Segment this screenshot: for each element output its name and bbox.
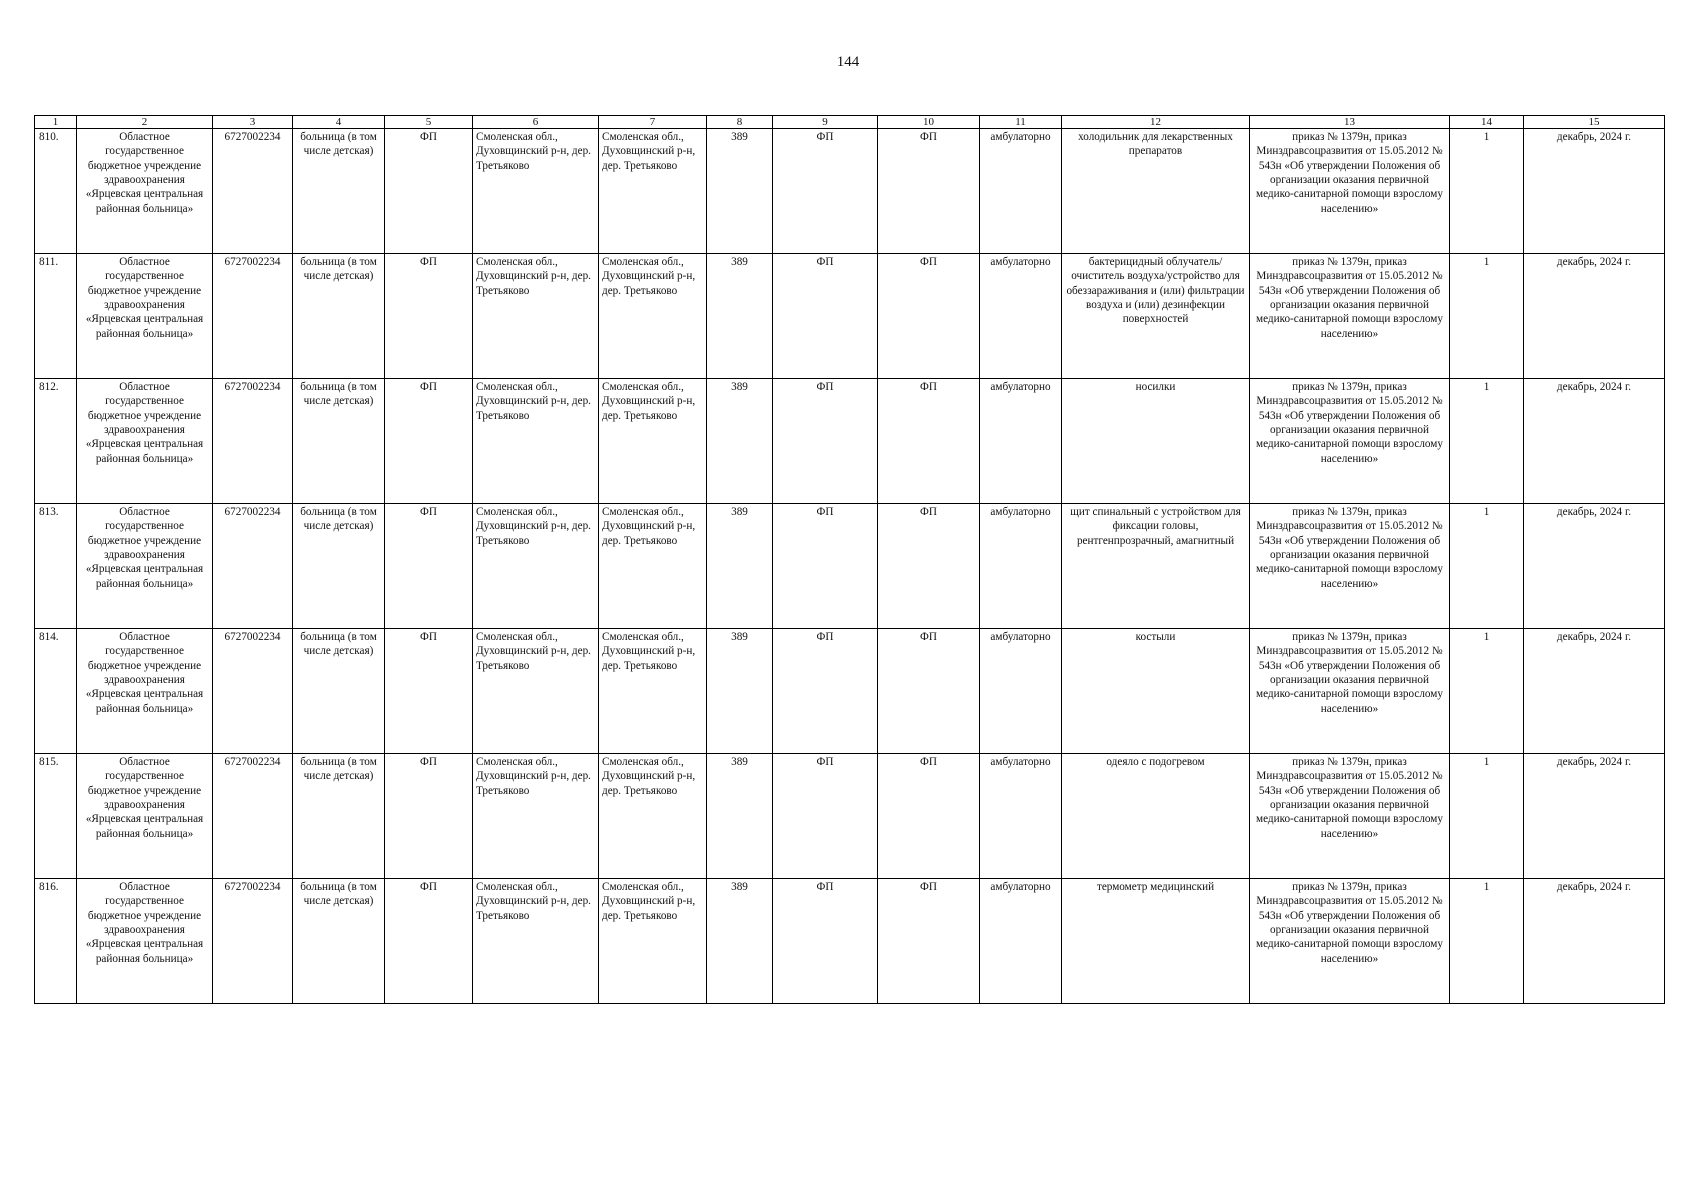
row-number: 813. <box>35 504 77 629</box>
equipment-name: костыли <box>1062 629 1250 754</box>
equipment-name: бактерицидный облучатель/очиститель воздуха/устройство для обеззараживания и (или) фильтрации воздуха и (или) дезинфекции поверхностей <box>1062 254 1250 379</box>
legal-basis: приказ № 1379н, приказ Минздравсоцразвития от 15.05.2012 № 543н «Об утверждении Положения об организации оказания первичной медико-санитарной помощи взрослому населению» <box>1250 504 1450 629</box>
care-form: амбулаторно <box>980 754 1062 879</box>
unit-type: ФП <box>385 254 473 379</box>
delivery-date: декабрь, 2024 г. <box>1524 129 1665 254</box>
care-form: амбулаторно <box>980 629 1062 754</box>
unit-col-10: ФП <box>878 629 980 754</box>
code: 389 <box>707 379 773 504</box>
facility-type: больница (в том числе детская) <box>293 504 385 629</box>
address-location: Смоленская обл., Духовщинский р-н, дер. Третьяково <box>599 254 707 379</box>
column-number: 4 <box>293 116 385 129</box>
inn: 6727002234 <box>213 379 293 504</box>
row-number: 814. <box>35 629 77 754</box>
organization-name: Областное государственное бюджетное учреждение здравоохранения «Ярцевская центральная районная больница» <box>77 629 213 754</box>
unit-col-10: ФП <box>878 254 980 379</box>
legal-basis: приказ № 1379н, приказ Минздравсоцразвития от 15.05.2012 № 543н «Об утверждении Положения об организации оказания первичной медико-санитарной помощи взрослому населению» <box>1250 129 1450 254</box>
row-number: 811. <box>35 254 77 379</box>
unit-col-9: ФП <box>773 379 878 504</box>
unit-col-9: ФП <box>773 254 878 379</box>
row-number: 810. <box>35 129 77 254</box>
table-row <box>35 129 1665 254</box>
delivery-date: декабрь, 2024 г. <box>1524 629 1665 754</box>
column-number: 8 <box>707 116 773 129</box>
care-form: амбулаторно <box>980 879 1062 1004</box>
column-number: 11 <box>980 116 1062 129</box>
column-number: 3 <box>213 116 293 129</box>
column-number: 1 <box>35 116 77 129</box>
address: Смоленская обл., Духовщинский р-н, дер. Третьяково <box>473 629 599 754</box>
unit-col-10: ФП <box>878 379 980 504</box>
address: Смоленская обл., Духовщинский р-н, дер. Третьяково <box>473 754 599 879</box>
organization-name: Областное государственное бюджетное учреждение здравоохранения «Ярцевская центральная районная больница» <box>77 504 213 629</box>
quantity: 1 <box>1450 879 1524 1004</box>
legal-basis: приказ № 1379н, приказ Минздравсоцразвития от 15.05.2012 № 543н «Об утверждении Положения об организации оказания первичной медико-санитарной помощи взрослому населению» <box>1250 379 1450 504</box>
quantity: 1 <box>1450 504 1524 629</box>
legal-basis: приказ № 1379н, приказ Минздравсоцразвития от 15.05.2012 № 543н «Об утверждении Положения об организации оказания первичной медико-санитарной помощи взрослому населению» <box>1250 629 1450 754</box>
care-form: амбулаторно <box>980 379 1062 504</box>
equipment-name: термометр медицинский <box>1062 879 1250 1004</box>
column-number: 7 <box>599 116 707 129</box>
delivery-date: декабрь, 2024 г. <box>1524 379 1665 504</box>
facility-type: больница (в том числе детская) <box>293 254 385 379</box>
address-location: Смоленская обл., Духовщинский р-н, дер. Третьяково <box>599 504 707 629</box>
inn: 6727002234 <box>213 254 293 379</box>
address-location: Смоленская обл., Духовщинский р-н, дер. Третьяково <box>599 629 707 754</box>
organization-name: Областное государственное бюджетное учреждение здравоохранения «Ярцевская центральная районная больница» <box>77 254 213 379</box>
equipment-name: носилки <box>1062 379 1250 504</box>
unit-col-10: ФП <box>878 754 980 879</box>
address-location: Смоленская обл., Духовщинский р-н, дер. Третьяково <box>599 754 707 879</box>
unit-col-9: ФП <box>773 879 878 1004</box>
table-row <box>35 254 1665 379</box>
equipment-name: одеяло с подогревом <box>1062 754 1250 879</box>
table-row <box>35 504 1665 629</box>
organization-name: Областное государственное бюджетное учреждение здравоохранения «Ярцевская центральная районная больница» <box>77 129 213 254</box>
address: Смоленская обл., Духовщинский р-н, дер. Третьяково <box>473 129 599 254</box>
unit-type: ФП <box>385 879 473 1004</box>
equipment-register-table <box>34 115 1665 1004</box>
table-row <box>35 379 1665 504</box>
column-number: 2 <box>77 116 213 129</box>
address-location: Смоленская обл., Духовщинский р-н, дер. Третьяково <box>599 879 707 1004</box>
table-row <box>35 879 1665 1004</box>
address: Смоленская обл., Духовщинский р-н, дер. Третьяково <box>473 879 599 1004</box>
unit-type: ФП <box>385 629 473 754</box>
inn: 6727002234 <box>213 629 293 754</box>
page-number: 144 <box>836 54 860 70</box>
facility-type: больница (в том числе детская) <box>293 379 385 504</box>
inn: 6727002234 <box>213 129 293 254</box>
legal-basis: приказ № 1379н, приказ Минздравсоцразвития от 15.05.2012 № 543н «Об утверждении Положения об организации оказания первичной медико-санитарной помощи взрослому населению» <box>1250 879 1450 1004</box>
delivery-date: декабрь, 2024 г. <box>1524 254 1665 379</box>
legal-basis: приказ № 1379н, приказ Минздравсоцразвития от 15.05.2012 № 543н «Об утверждении Положения об организации оказания первичной медико-санитарной помощи взрослому населению» <box>1250 754 1450 879</box>
unit-type: ФП <box>385 379 473 504</box>
quantity: 1 <box>1450 379 1524 504</box>
code: 389 <box>707 629 773 754</box>
address: Смоленская обл., Духовщинский р-н, дер. Третьяково <box>473 379 599 504</box>
legal-basis: приказ № 1379н, приказ Минздравсоцразвития от 15.05.2012 № 543н «Об утверждении Положения об организации оказания первичной медико-санитарной помощи взрослому населению» <box>1250 254 1450 379</box>
column-number-row <box>35 116 1665 129</box>
delivery-date: декабрь, 2024 г. <box>1524 754 1665 879</box>
code: 389 <box>707 254 773 379</box>
address: Смоленская обл., Духовщинский р-н, дер. Третьяково <box>473 504 599 629</box>
code: 389 <box>707 879 773 1004</box>
delivery-date: декабрь, 2024 г. <box>1524 504 1665 629</box>
row-number: 815. <box>35 754 77 879</box>
facility-type: больница (в том числе детская) <box>293 129 385 254</box>
equipment-name: щит спинальный с устройством для фиксации головы, рентгенпрозрачный, амагнитный <box>1062 504 1250 629</box>
inn: 6727002234 <box>213 879 293 1004</box>
column-number: 13 <box>1250 116 1450 129</box>
quantity: 1 <box>1450 129 1524 254</box>
facility-type: больница (в том числе детская) <box>293 629 385 754</box>
column-number: 9 <box>773 116 878 129</box>
unit-type: ФП <box>385 129 473 254</box>
unit-type: ФП <box>385 504 473 629</box>
organization-name: Областное государственное бюджетное учреждение здравоохранения «Ярцевская центральная районная больница» <box>77 879 213 1004</box>
care-form: амбулаторно <box>980 504 1062 629</box>
code: 389 <box>707 129 773 254</box>
inn: 6727002234 <box>213 754 293 879</box>
care-form: амбулаторно <box>980 254 1062 379</box>
code: 389 <box>707 754 773 879</box>
table-row <box>35 754 1665 879</box>
inn: 6727002234 <box>213 504 293 629</box>
column-number: 6 <box>473 116 599 129</box>
unit-col-10: ФП <box>878 504 980 629</box>
quantity: 1 <box>1450 629 1524 754</box>
unit-col-9: ФП <box>773 504 878 629</box>
delivery-date: декабрь, 2024 г. <box>1524 879 1665 1004</box>
column-number: 15 <box>1524 116 1665 129</box>
unit-col-10: ФП <box>878 879 980 1004</box>
column-number: 12 <box>1062 116 1250 129</box>
quantity: 1 <box>1450 754 1524 879</box>
quantity: 1 <box>1450 254 1524 379</box>
column-number: 14 <box>1450 116 1524 129</box>
address-location: Смоленская обл., Духовщинский р-н, дер. Третьяково <box>599 379 707 504</box>
address: Смоленская обл., Духовщинский р-н, дер. Третьяково <box>473 254 599 379</box>
address-location: Смоленская обл., Духовщинский р-н, дер. Третьяково <box>599 129 707 254</box>
unit-col-10: ФП <box>878 129 980 254</box>
row-number: 812. <box>35 379 77 504</box>
column-number: 5 <box>385 116 473 129</box>
facility-type: больница (в том числе детская) <box>293 879 385 1004</box>
unit-type: ФП <box>385 754 473 879</box>
equipment-name: холодильник для лекарственных препаратов <box>1062 129 1250 254</box>
organization-name: Областное государственное бюджетное учреждение здравоохранения «Ярцевская центральная районная больница» <box>77 379 213 504</box>
unit-col-9: ФП <box>773 754 878 879</box>
unit-col-9: ФП <box>773 129 878 254</box>
care-form: амбулаторно <box>980 129 1062 254</box>
unit-col-9: ФП <box>773 629 878 754</box>
row-number: 816. <box>35 879 77 1004</box>
organization-name: Областное государственное бюджетное учреждение здравоохранения «Ярцевская центральная районная больница» <box>77 754 213 879</box>
column-number: 10 <box>878 116 980 129</box>
code: 389 <box>707 504 773 629</box>
table-row <box>35 629 1665 754</box>
facility-type: больница (в том числе детская) <box>293 754 385 879</box>
